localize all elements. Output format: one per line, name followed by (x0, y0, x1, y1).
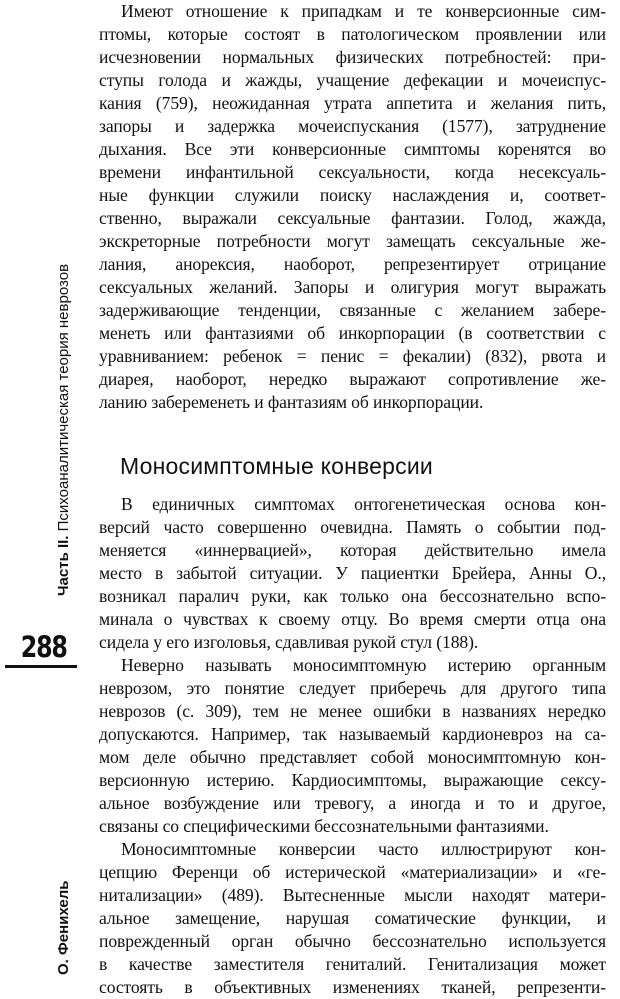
text-line: нитализации» (489). Вытесненные мысли находят матери- (99, 885, 606, 905)
text-line: кания (759), неожиданная утрата аппетита и желания пить, (99, 93, 606, 113)
text-line: ные функции служили поиску наслаждения и, соответ- (99, 185, 606, 205)
text-line: состоять в объективных изменениях тканей, репрезенти- (99, 977, 606, 997)
text-line: неврозом, это понятие следует приберечь для другого типа (99, 678, 606, 698)
text-line: ственно, выражали сексуальные фантазии. Голод, жажда, (99, 208, 606, 228)
text-line: сидела у его изголовья, сдавливая рукой стул (188). (99, 632, 479, 652)
text-line: лания, анорексия, наоборот, репрезентирует отрицание (99, 254, 606, 274)
text-line: версий часто совершенно очевидна. Память о событии под- (99, 517, 606, 537)
page-number-rule (5, 665, 77, 668)
part-title: Психоаналитическая теория неврозов (55, 263, 72, 532)
paragraph (99, 654, 606, 838)
text-line: запоры и задержка мочеиспускания (1577), затруднение (99, 116, 606, 136)
text-line: сексуальных желаний. Запоры и олигурия могут выражать (99, 277, 606, 297)
text-line: экскреторные потребности могут замещать сексуальные же- (99, 231, 606, 251)
text-line: дыхания. Все эти конверсионные симптомы коренятся во (99, 139, 606, 159)
paragraph (99, 493, 606, 654)
text-line: времени инфантильной сексуальности, когда несексуаль- (99, 162, 606, 182)
text-line: возникал паралич руки, как только она бессознательно вспо- (99, 586, 606, 606)
text-line: неврозов (с. 309), тем не менее ошибки в названиях нередко (99, 701, 606, 721)
text-line: птомы, которые состоят в патологическом проявлении или (99, 24, 606, 44)
text-line: задерживающие тенденции, связанные с желанием забере- (99, 300, 606, 320)
text-line: менеть или фантазиями об инкорпорации (в соответствии с (99, 323, 606, 343)
part-label: Часть II. (55, 535, 72, 596)
text-line: уравниванием: ребенок = пенис = фекалии) (832), рвота и (99, 346, 606, 366)
text-line: мом деле обычно представляет собой моносимптомную кон- (99, 747, 606, 767)
text-line: минала о чувствах к своему отцу. Во время смерти отца она (99, 609, 606, 629)
text-line: поврежденный орган обычно бессознательно используется (99, 931, 606, 951)
text-line: диарея, наоборот, нередко выражают сопротивление же- (99, 369, 606, 389)
text-line: в качестве заместителя гениталий. Генитализация может (99, 954, 606, 974)
text-line: место в забытой ситуации. У пациентки Брейера, Анны О., (99, 563, 606, 583)
text-line: Неверно называть моносимптомную истерию органным (121, 655, 606, 675)
paragraph-group (99, 493, 606, 999)
text-line: цепцию Ференци об истерической «материализации» и «ге- (99, 862, 606, 882)
text-line: В единичных симптомах онтогенетическая основа кон- (121, 494, 606, 514)
text-line: альное замещение, нарушая соматические функции, и (99, 908, 606, 928)
paragraph (99, 838, 606, 999)
text-line: ступы голода и жажды, учащение дефекации и мочеиспус- (99, 70, 606, 90)
text-line: ланию забеременеть и фантазиям об инкорпорации. (99, 392, 484, 412)
running-header (55, 226, 73, 596)
page-number: 288 (20, 630, 67, 664)
text-line: альное возбуждение или тревогу, а иногда и то и другое, (99, 793, 606, 813)
text-line: меняется «иннервацией», которая действительно имела (99, 540, 606, 560)
text-line: допускаются. Например, так называемый кардионевроз на са- (99, 724, 606, 744)
text-line: Имеют отношение к припадкам и те конверсионные сим- (121, 1, 606, 21)
author-name: О. Фенихель (55, 880, 72, 975)
text-line: версионную истерию. Кардиосимптомы, выражающие сексу- (99, 770, 606, 790)
text-line: исчезновении нормальных физических потребностей: при- (99, 47, 606, 67)
section-heading: Моносимптомные конверсии (120, 453, 433, 479)
text-line: связаны со специфическими бессознательными фантазиями. (99, 816, 549, 836)
text-line: Моносимптомные конверсии часто иллюстрируют кон- (121, 839, 606, 859)
paragraph (99, 0, 606, 414)
